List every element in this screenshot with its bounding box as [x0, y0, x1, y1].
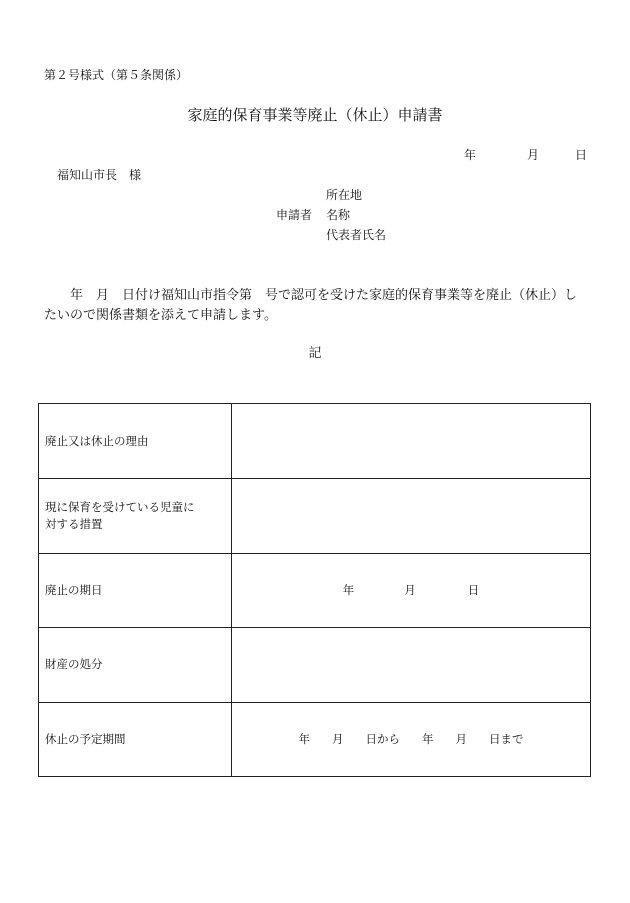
child-measures-label-line-2: 対する措置 [45, 517, 103, 532]
details-table [38, 403, 591, 777]
suspension-from-label: 日から [365, 731, 400, 746]
child-measures-label-line-1: 現に保育を受けている児童に [45, 500, 195, 515]
table-row [39, 553, 591, 627]
document-title: 家庭的保育事業等廃止（休止）申請書 [187, 106, 443, 124]
reason-field[interactable] [232, 404, 591, 479]
suspension-period-field[interactable] [232, 702, 591, 776]
date-month-label: 月 [527, 148, 540, 162]
property-disposal-field[interactable] [232, 628, 591, 702]
suspension-until-label: 日まで [489, 731, 524, 746]
date-year-label: 年 [464, 148, 477, 162]
applicant-representative-label: 代表者氏名 [326, 228, 387, 242]
abolition-year-label: 年 [342, 582, 355, 597]
abolition-date-field[interactable] [232, 553, 591, 627]
abolition-month-label: 月 [404, 582, 416, 597]
ki-heading: 記 [308, 346, 322, 361]
reason-label: 廃止又は休止の理由 [39, 404, 232, 479]
form-number: 第２号様式（第５条関係） [44, 68, 189, 82]
applicant-address-label: 所在地 [326, 188, 363, 202]
body-text-line-2: たいので関係書類を添えて申請します。 [44, 308, 277, 323]
table-row [39, 702, 591, 776]
property-disposal-label: 財産の処分 [39, 628, 232, 702]
table-row [39, 404, 591, 479]
abolition-date-label: 廃止の期日 [39, 553, 232, 627]
addressee: 福知山市長 様 [57, 168, 142, 182]
body-text-line-1: 年 月 日付け福知山市指令第 号で認可を受けた家庭的保育事業等を廃止（休止）し [70, 288, 578, 303]
applicant-name-label: 名称 [326, 208, 351, 222]
suspension-year-label: 年 [298, 731, 310, 746]
child-measures-label [39, 479, 232, 553]
abolition-day-label: 日 [467, 582, 480, 597]
date-day-label: 日 [575, 148, 588, 162]
suspension-end-month-label: 月 [455, 731, 467, 746]
suspension-end-year-label: 年 [422, 731, 434, 746]
table-row [39, 628, 591, 702]
child-measures-field[interactable] [232, 479, 591, 553]
table-row [39, 479, 591, 553]
suspension-month-label: 月 [332, 731, 344, 746]
suspension-period-label: 休止の予定期間 [39, 702, 232, 776]
applicant-label: 申請者 [276, 208, 313, 222]
